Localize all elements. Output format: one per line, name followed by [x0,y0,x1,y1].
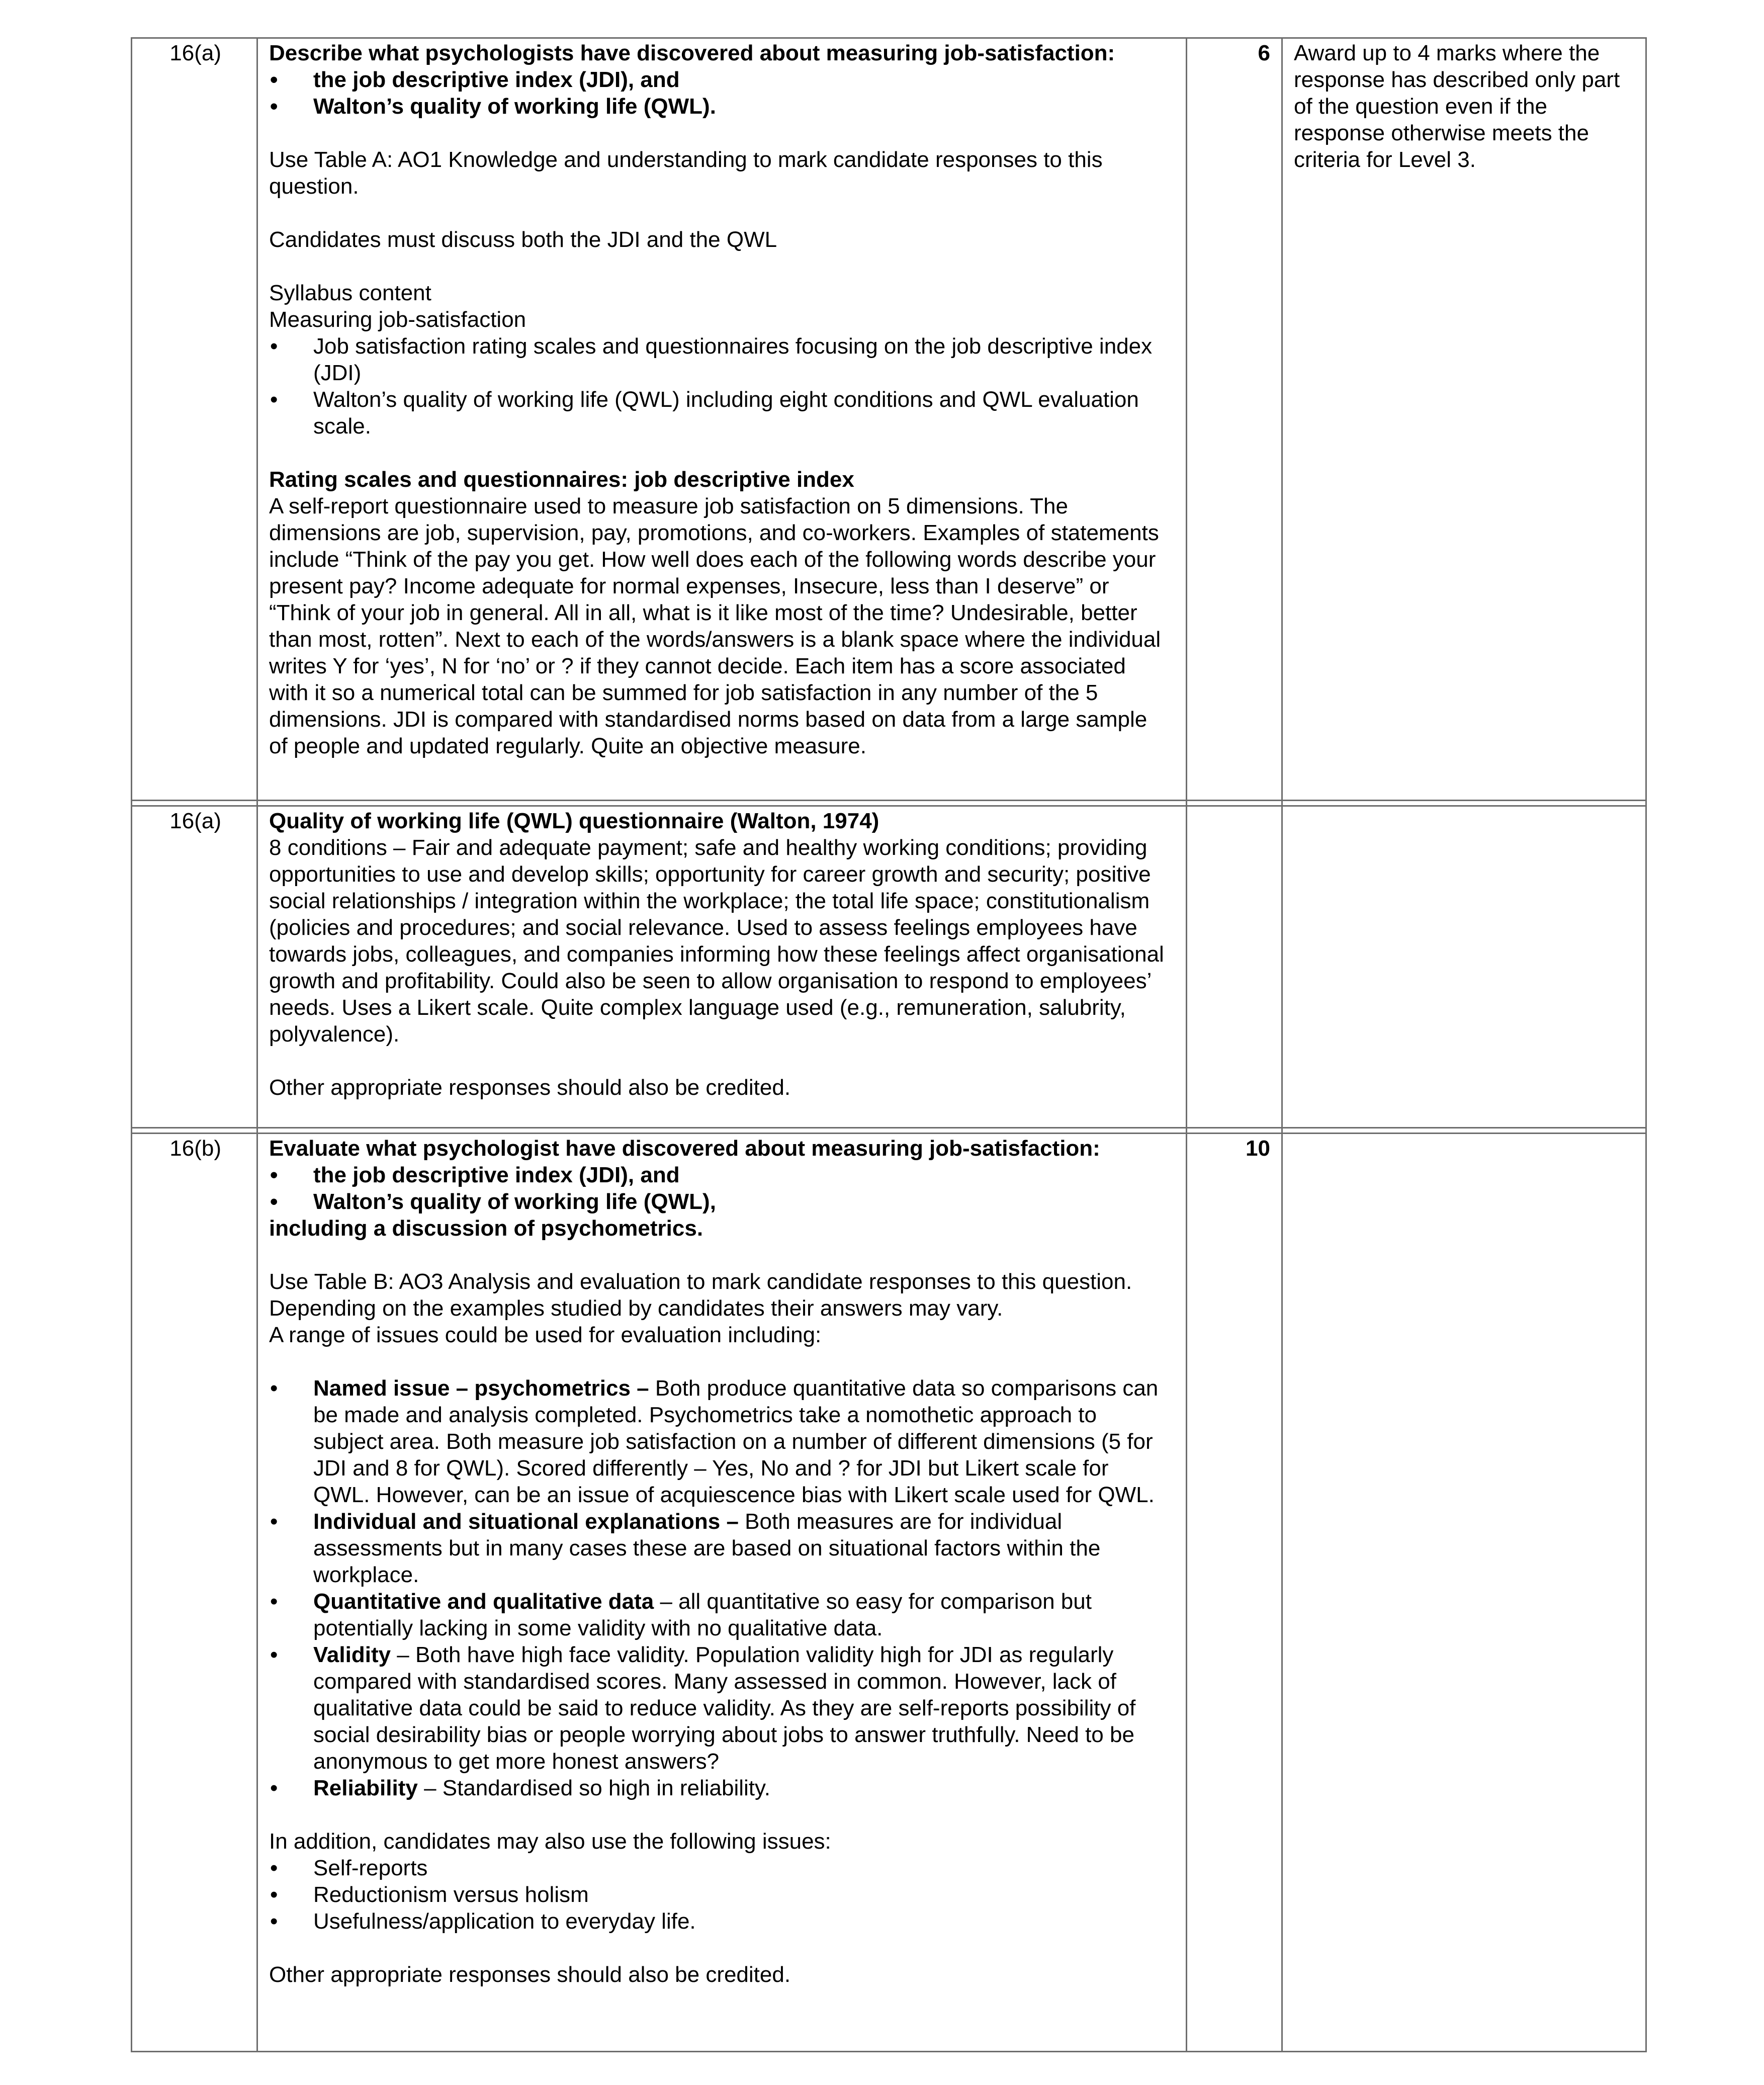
use-table-instruction: Use Table B: AO3 Analysis and evaluation to mark candidate responses to this question. Depending on the examples studied by candidates their answers may vary. [269,1269,1132,1321]
qwl-heading: Quality of working life (QWL) questionnaire (Walton, 1974) [269,809,879,833]
other-responses-note: Other appropriate responses should also be credited. [269,1962,791,1987]
row-separator [132,801,1646,806]
heading-bullets [269,66,1171,120]
list-item: • Walton’s quality of working life (QWL) including eight conditions and QWL evaluation scale. [269,386,1171,440]
issue-text: – all quantitative so easy for comparison but potentially lacking in some validity with no qualitative data. [313,1589,1092,1640]
use-table-instruction: Use Table A: AO1 Knowledge and understanding to mark candidate responses to this question. [269,147,1103,199]
issue-text: Both measures are for individual assessments but in many cases these are based on situational factors within the workplace. [313,1509,1101,1587]
mark-scheme-table [131,37,1647,2052]
row-separator [132,1128,1646,1134]
syllabus-bullets [269,333,1171,440]
jdi-text: A self-report questionnaire used to measure job satisfaction on 5 dimensions. The dimensions are job, supervision, pay, promotions, and co-workers. Examples of statements include “Think of the pay you get. How well does each of the following words describe your present pay? Income adequate for normal expenses, Insecure, less than I deserve” or “Think of your job in general. All in all, what is it like most of the time? Undesirable, better than most, rotten”. Next to each of the words/answers is a blank space where the individual writes Y for ‘yes’, N for ‘no’ or ? if they cannot decide. Each item has a score associated with it so a numerical total can be summed for job satisfaction in any number of the 5 dimensions. JDI is compared with standardised norms based on data from a large sample of people and updated regularly. Quite an objective measure. [269,494,1161,758]
list-item [269,1375,1171,1508]
syllabus-subtitle: Measuring job-satisfaction [269,307,526,332]
answer-cell [257,806,1187,1128]
answer-cell [257,38,1187,801]
addition-intro: In addition, candidates may also use the following issues: [269,1829,831,1854]
guidance-cell: Award up to 4 marks where the response has described only part of the question even if the response otherwise meets the criteria for Level 3. [1282,38,1646,801]
syllabus-title: Syllabus content [269,281,431,305]
issue-term: Quantitative and qualitative data [313,1589,654,1614]
marks-cell [1187,806,1282,1128]
marks-cell: 10 [1187,1134,1282,2052]
table-row [132,806,1646,1128]
jdi-heading: Rating scales and questionnaires: job descriptive index [269,467,854,492]
issue-term: Individual and situational explanations – [313,1509,739,1534]
list-item: • Job satisfaction rating scales and questionnaires focusing on the job descriptive index (JDI) [269,333,1171,386]
guidance-cell [1282,806,1646,1128]
table-row [132,38,1646,801]
list-item: • Usefulness/application to everyday life. [269,1908,1171,1935]
list-item [269,1641,1171,1775]
issue-text: – Standardised so high in reliability. [417,1776,770,1800]
evaluation-issues [269,1375,1171,1801]
qwl-text: 8 conditions – Fair and adequate payment; safe and healthy working conditions; providing opportunities to use and develop skills; opportunity for career growth and security; positive social relationships / integration within the workplace; the total life space; constitutionalism (policies and procedures; and social relevance. Used to assess feelings employees have towards jobs, colleagues, and companies informing how these feelings affect organisational growth and profitability. Could also be seen to allow organisation to respond to employees’ needs. Uses a Likert scale. Quite complex language used (e.g., remuneration, salubrity, polyvalence). [269,835,1164,1047]
must-discuss-note: Candidates must discuss both the JDI and the QWL [269,227,777,252]
question-heading: Evaluate what psychologist have discovered about measuring job-satisfaction: [269,1136,1100,1161]
list-item: • the job descriptive index (JDI), and [269,66,1171,93]
issue-text: Both produce quantitative data so comparisons can be made and analysis completed. Psychometrics take a nomothetic approach to subject area. Both measure job satisfaction on a number of different dimensions (5 for JDI and 8 for QWL). Scored differently – Yes, No and ? for JDI but Likert scale for QWL. However, can be an issue of acquiescence bias with Likert scale used for QWL. [313,1376,1159,1507]
list-item: • Reductionism versus holism [269,1881,1171,1908]
question-number: 16(a) [132,806,257,1128]
question-number: 16(b) [132,1134,257,2052]
question-heading-tail: including a discussion of psychometrics. [269,1216,703,1241]
list-item [269,1588,1171,1641]
list-item: • the job descriptive index (JDI), and [269,1162,1171,1188]
list-item [269,1508,1171,1588]
heading-bullets [269,1162,1171,1215]
issue-text: – Both have high face validity. Population validity high for JDI as regularly compared with standardised scores. Many assessed in common. However, lack of qualitative data could be said to reduce validity. As they are self-reports possibility of social desirability bias or people worrying about jobs to answer truthfully. Need to be anonymous to get more honest answers? [313,1642,1136,1774]
range-intro: A range of issues could be used for evaluation including: [269,1323,822,1347]
issue-term: Reliability [313,1776,418,1800]
mark-scheme-page [131,37,1645,2052]
question-heading: Describe what psychologists have discovered about measuring job-satisfaction: [269,41,1115,65]
issue-term: Named issue – psychometrics – [313,1376,649,1401]
list-item: • Self-reports [269,1855,1171,1881]
guidance-cell [1282,1134,1646,2052]
other-responses-note: Other appropriate responses should also be credited. [269,1075,791,1100]
answer-cell [257,1134,1187,2052]
table-row [132,1134,1646,2052]
question-number: 16(a) [132,38,257,801]
additional-issues [269,1855,1171,1935]
list-item: • Walton’s quality of working life (QWL), [269,1188,1171,1215]
issue-term: Validity [313,1642,391,1667]
marks-cell: 6 [1187,38,1282,801]
list-item [269,1775,1171,1801]
list-item: • Walton’s quality of working life (QWL). [269,93,1171,120]
